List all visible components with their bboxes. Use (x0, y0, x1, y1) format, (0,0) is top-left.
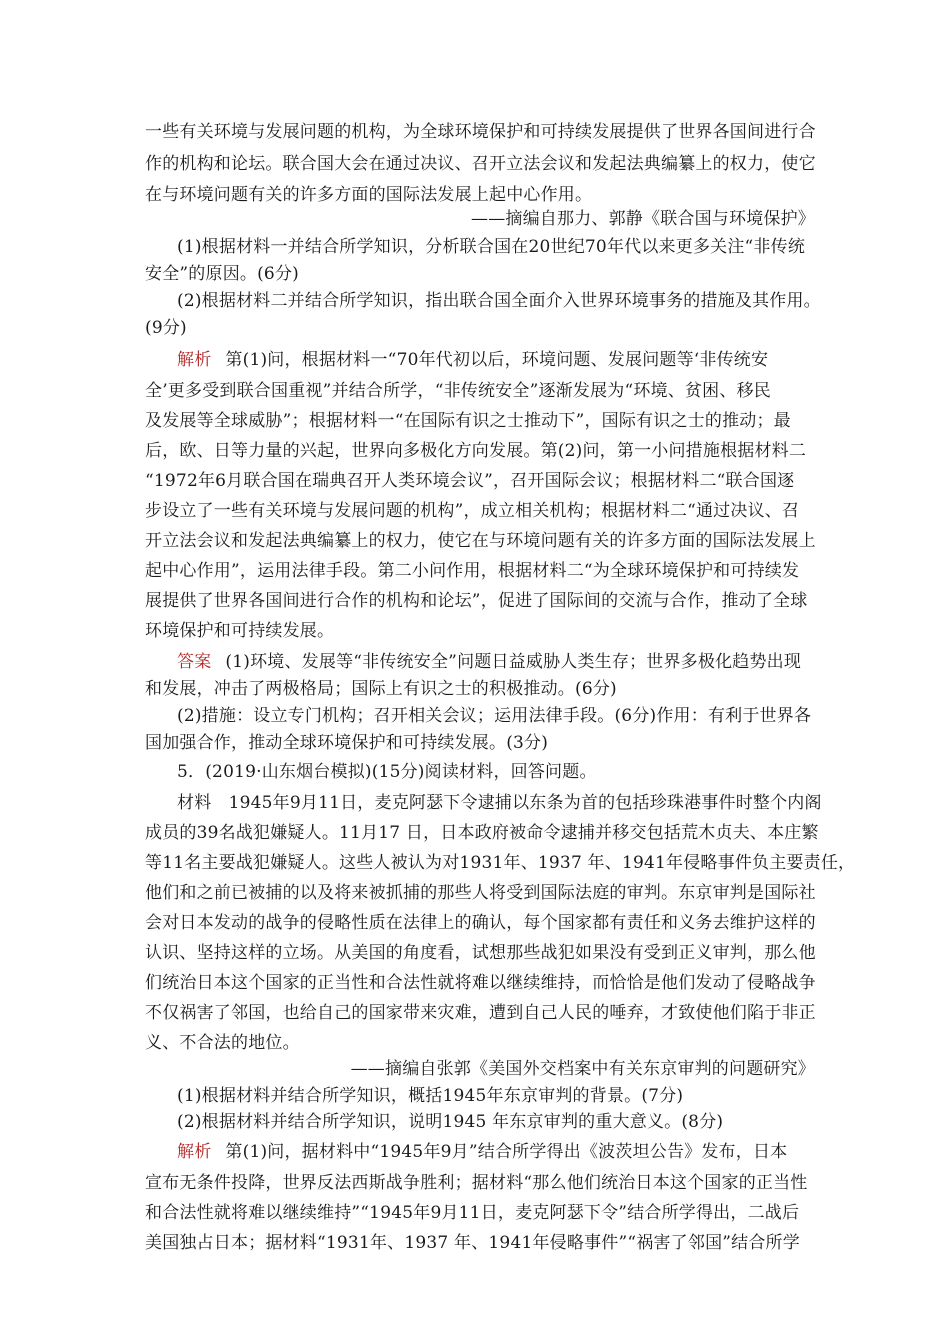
text-line: “1972年6月联合国在瑞典召开人类环境会议”，召开国际会议；根据材料二“联合国逐 (145, 471, 795, 491)
text-line: 认识、坚持这样的立场。从美国的角度看，试想那些战犯如果没有受到正义审判，那么他 (145, 943, 816, 963)
text-line: 作的机构和论坛。联合国大会在通过决议、召开立法会议和发起法典编纂上的权力，使它 (145, 154, 816, 174)
text-line: 在与环境问题有关的许多方面的国际法发展上起中心作用。 (145, 185, 593, 205)
question-2: (2)根据材料二并结合所学知识，指出联合国全面介入世界环境事务的措施及其作用。 (177, 291, 821, 311)
answer-paragraph (177, 652, 815, 672)
question-1: (1)根据材料一并结合所学知识，分析联合国在20世纪70年代以来更多关注“非传统 (177, 237, 806, 257)
text-line: 成员的39名战犯嫌疑人。11月17 日，日本政府被命令逮捕并移交包括荒木贞夫、本庄繁 (145, 823, 819, 843)
text-line: 安全”的原因。(6分) (145, 264, 299, 284)
text-line: 第(1)问，根据材料一“70年代初以后，环境问题、发展问题等‘非传统安 (225, 350, 769, 370)
text-line: (1)环境、发展等“非传统安全”问题日益威胁人类生存；世界多极化趋势出现 (225, 652, 802, 672)
text-line: 展提供了世界各国间进行合作的机构和论坛”，促进了国际间的交流与合作，推动了全球 (145, 591, 808, 611)
text-line: 宣布无条件投降，世界反法西斯战争胜利；据材料“那么他们统治日本这个国家的正当性 (145, 1173, 808, 1193)
text-line: 美国独占日本；据材料“1931年、1937 年、1941年侵略事件”“祸害了邻国”结合所学 (145, 1233, 800, 1253)
text-line: 们统治日本这个国家的正当性和合法性就将难以继续维持，而恰恰是他们发动了侵略战争 (145, 973, 816, 993)
text-line: 义、不合法的地位。 (145, 1033, 300, 1053)
analysis-label: 解析 (177, 1142, 212, 1162)
text-line: 步设立了一些有关环境与发展问题的机构”，成立相关机构；根据材料二“通过决议、召 (145, 501, 800, 521)
text-line: 他们和之前已被捕的以及将来被抓捕的那些人将受到国际法庭的审判。东京审判是国际社 (145, 883, 816, 903)
question-2: (2)根据材料并结合所学知识，说明1945 年东京审判的重大意义。(8分) (177, 1112, 724, 1132)
text-line: (9分) (145, 318, 187, 338)
text-line: 及发展等全球威胁”；根据材料一“在国际有识之士推动下”，国际有识之士的推动；最 (145, 411, 791, 431)
analysis-paragraph (177, 1142, 815, 1162)
material-paragraph: 材料 1945年9月11日，麦克阿瑟下令逮捕以东条为首的包括珍珠港事件时整个内阁 (177, 793, 822, 813)
text-line: 和发展，冲击了两极格局；国际上有识之士的积极推动。(6分) (145, 679, 617, 699)
question-1: (1)根据材料并结合所学知识，概括1945年东京审判的背景。(7分) (177, 1086, 684, 1106)
analysis-paragraph (177, 350, 815, 370)
text-line: (2)措施：设立专门机构；召开相关会议；运用法律手段。(6分)作用：有利于世界各 (177, 706, 812, 726)
text-line: 和合法性就将难以继续维持”“1945年9月11日，麦克阿瑟下令”结合所学得出，二战后 (145, 1203, 800, 1223)
text-line: 会对日本发动的战争的侵略性质在法律上的确认，每个国家都有责任和义务去维护这样的 (145, 913, 816, 933)
text-line: 国加强合作，推动全球环境保护和可持续发展。(3分) (145, 733, 549, 753)
text-line: 一些有关环境与发展问题的机构，为全球环境保护和可持续发展提供了世界各国间进行合 (145, 122, 816, 142)
text-line: 全’更多受到联合国重视”并结合所学，“非传统安全”逐渐发展为“环境、贫困、移民 (145, 381, 771, 401)
text-line: 后，欧、日等力量的兴起，世界向多极化方向发展。第(2)问，第一小问措施根据材料二 (145, 441, 807, 461)
text-line: 第(1)问，据材料中“1945年9月”结合所学得出《波茨坦公告》发布，日本 (225, 1142, 788, 1162)
question-5-heading: 5．(2019·山东烟台模拟)(15分)阅读材料，回答问题。 (177, 762, 597, 782)
text-line: 开立法会议和发起法典编纂上的权力，使它在与环境问题有关的许多方面的国际法发展上 (145, 531, 816, 551)
analysis-label: 解析 (177, 350, 212, 370)
text-line: 等11名主要战犯嫌疑人。这些人被认为对1931年、1937 年、1941年侵略事件负主要责任， (145, 853, 856, 873)
text-line: 环境保护和可持续发展。 (145, 621, 335, 641)
source-citation: ——摘编自那力、郭静《联合国与环境保护》 (471, 209, 815, 229)
text-line: 不仅祸害了邻国，也给自己的国家带来灾难，遭到自己人民的唾弃，才致使他们陷于非正 (145, 1003, 816, 1023)
source-citation: ——摘编自张郭《美国外交档案中有关东京审判的问题研究》 (350, 1059, 815, 1079)
text-line: 起中心作用”，运用法律手段。第二小问作用，根据材料二“为全球环境保护和可持续发 (145, 561, 800, 581)
answer-label: 答案 (177, 652, 212, 672)
